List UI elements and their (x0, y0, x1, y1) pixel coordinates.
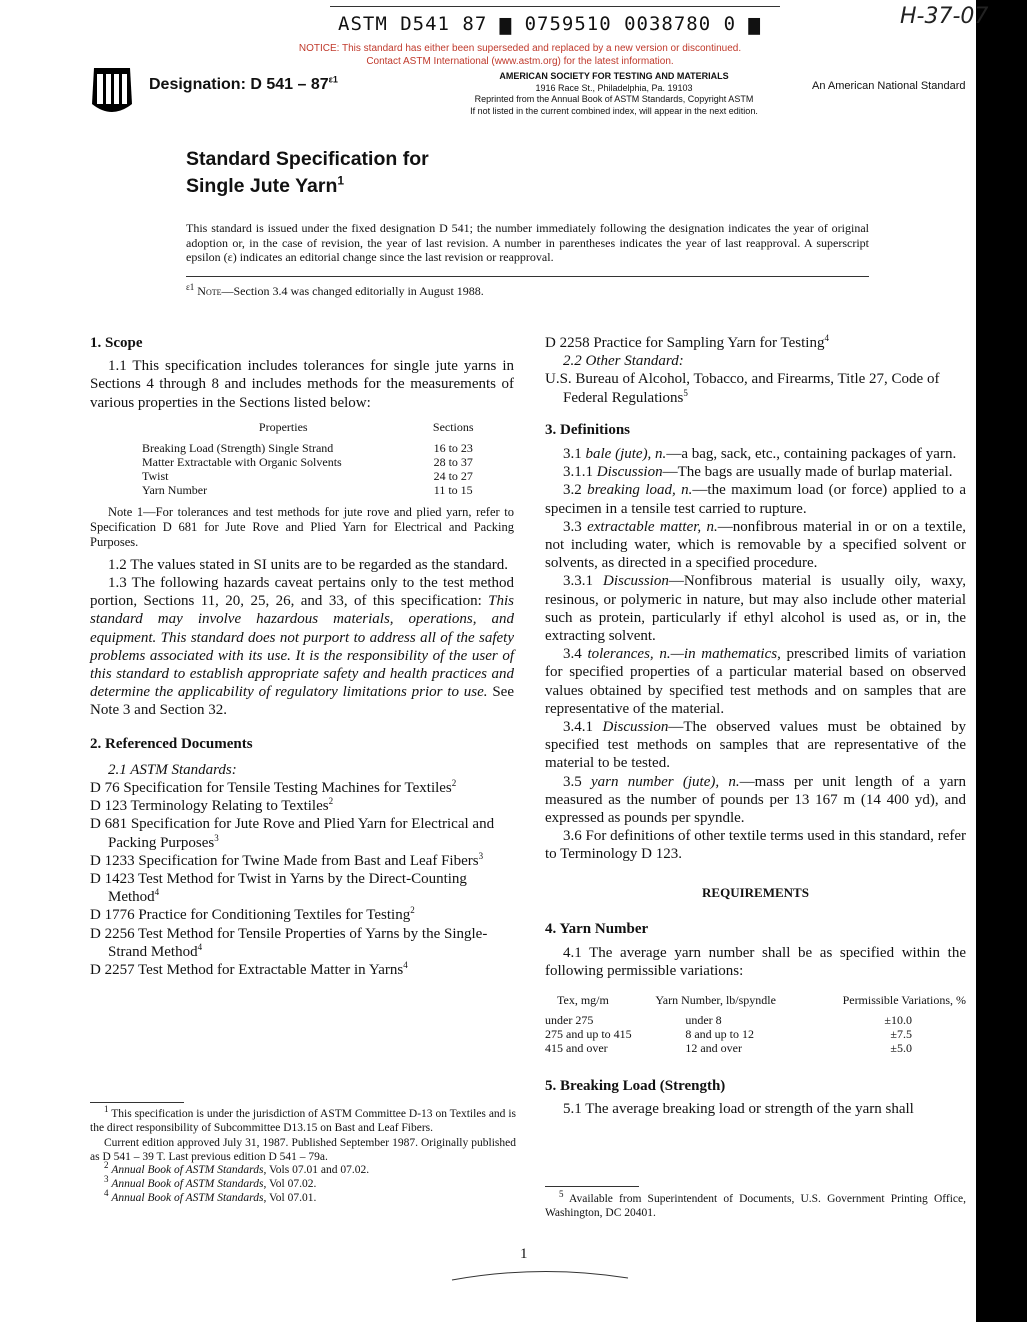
footnote-italic: Annual Book of ASTM Standards (111, 1191, 264, 1204)
scope-heading: 1. Scope (90, 335, 143, 351)
ref-item (90, 961, 514, 979)
scope-1-3-end: See Note 3 and Section 32. (90, 684, 514, 719)
astm-logo-icon (88, 64, 136, 118)
ref-text: D 2257 Test Method for Extractable Matter in Yarns (90, 962, 404, 979)
definition-3-1 (545, 445, 966, 463)
definition-3-2 (545, 481, 966, 517)
ref-sup: 2 (328, 796, 334, 807)
def-term: Discussion (603, 573, 669, 590)
property-cell: Twist (142, 468, 169, 483)
other-standard-label: 2.2 Other Standard: (563, 353, 684, 370)
footnote-text: This specification is under the jurisdiction of ASTM Committee D-13 on Textiles and is the direct responsibility of Subcommittee D13.15 on Bast and Leaf Fibers. (90, 1108, 517, 1134)
left-footnotes (90, 1104, 517, 1205)
scope-1-3 (90, 574, 514, 720)
def-term: Discussion (596, 464, 663, 481)
right-column (545, 334, 966, 1118)
scope-1-2: 1.2 The values stated in SI units are to be regarded as the standard. (108, 556, 509, 573)
ref-item (90, 852, 514, 870)
ref-item (90, 906, 514, 924)
table-row (142, 455, 482, 469)
footnote-text: , Vols 07.01 and 07.02. (263, 1164, 370, 1177)
footnote-1 (90, 1104, 517, 1135)
ref-item (90, 870, 514, 906)
ref-item (90, 815, 514, 851)
requirement-5-1: 5.1 The average breaking load or strength of the yarn shall (563, 1100, 914, 1117)
society-line-3: Reprinted from the Annual Book of ASTM Standards, Copyright ASTM (474, 94, 754, 104)
footnote-sup: 1 (104, 1104, 109, 1115)
society-block (424, 71, 804, 117)
designation-sup: ε1 (328, 74, 338, 85)
left-column (90, 334, 514, 979)
ref-item (90, 925, 514, 961)
footnote-text: , Vol 07.01. (263, 1191, 317, 1204)
sections-cell: 28 to 37 (433, 454, 473, 469)
editorial-note-text: —Section 3.4 was changed editorially in August 1988. (221, 284, 484, 298)
editorial-note (186, 284, 484, 299)
definition-3-5 (545, 773, 966, 828)
table-row (545, 1027, 966, 1041)
scan-line: ASTM D541 87 ▆ 0759510 0038780 0 ▆ (338, 13, 761, 35)
ref-sup: 4 (403, 960, 408, 971)
page-number: 1 (520, 1246, 528, 1262)
sections-cell: 16 to 23 (433, 440, 473, 455)
document-title (186, 146, 429, 200)
breaking-load-heading: 5. Breaking Load (Strength) (545, 1077, 726, 1094)
ref-sup: 3 (478, 850, 484, 861)
properties-header: Properties (258, 419, 308, 434)
yarn-cell: under 8 (685, 1012, 722, 1027)
title-sup: 1 (337, 173, 345, 188)
tex-cell: under 275 (545, 1012, 594, 1027)
yarn-cell: 8 and up to 12 (685, 1026, 754, 1041)
definition-3-4-1 (545, 718, 966, 773)
definition-3-4 (545, 645, 966, 718)
requirement-4-1: 4.1 The average yarn number shall be as specified within the following permissible variations: (545, 945, 966, 980)
editorial-note-sup: ε1 (186, 282, 195, 292)
ref-text: D 123 Terminology Relating to Textiles (90, 798, 329, 815)
yarn-number-header: Yarn Number, lb/spyndle (655, 992, 776, 1007)
def-term: tolerances, n.—in mathematics (587, 646, 778, 663)
yarn-cell: 12 and over (685, 1040, 742, 1055)
properties-table (142, 420, 482, 497)
def-num: 3.5 (563, 773, 592, 790)
sections-header: Sections (432, 419, 474, 434)
handwritten-ref: H-37-07 (900, 4, 989, 29)
def-text: —The bags are usually made of burlap material. (662, 464, 953, 481)
ref-sup: 2 (451, 778, 457, 789)
def-num: 3.1.1 (563, 464, 597, 481)
society-line-4: If not listed in the current combined index, will appear in the next edition. (470, 105, 758, 116)
definition-3-1-1 (545, 463, 966, 481)
definitions-heading: 3. Definitions (545, 421, 631, 438)
pct-cell: ±7.5 (890, 1026, 912, 1041)
safety-caveat: This standard may involve hazardous materials, operations, and equipment. This standard does not purport to address all of the safety problems associated with its use. It is the responsibility of the user of this standard to establish appropriate safety and health practices and determine the applicability of regulatory limitations prior to use. (90, 593, 514, 701)
footnote-sup: 3 (104, 1174, 109, 1185)
variations-table-header (545, 993, 966, 1013)
yarn-number-heading: 4. Yarn Number (545, 920, 649, 937)
def-term: yarn number (jute), n. (591, 773, 740, 790)
property-cell: Breaking Load (Strength) Single Strand (142, 440, 334, 455)
table-row (545, 1013, 966, 1027)
table-row (545, 1041, 966, 1055)
footnote-5 (545, 1189, 966, 1220)
ref-text: D 2256 Test Method for Tensile Properties of Yarns by the Single-Strand Method (90, 925, 488, 960)
ref-item (90, 779, 514, 797)
scope-1-3-start: 1.3 The following hazards caveat pertains only to the test method portion, Sections 11, 20, 25, 26, and 33, of this specification: (90, 575, 514, 610)
designation (149, 76, 338, 94)
footnote-text: Available from Superintendent of Documents, U.S. Government Printing Office, Washington, DC 20401. (545, 1193, 966, 1219)
footnote-2 (90, 1160, 516, 1178)
ref-text: D 681 Specification for Jute Rove and Plied Yarn for Electrical and Packing Purposes (90, 816, 495, 851)
ref-sup: 4 (197, 941, 203, 952)
scan-curve (450, 1268, 630, 1282)
designation-text: Designation: D 541 – 87 (149, 76, 329, 93)
note-1: Note 1—For tolerances and test methods for jute rove and plied yarn, refer to Specification D 681 for Jute Rove and Plied Yarn for Electrical and Packing Purposes. (90, 504, 514, 549)
ref-text: D 2258 Practice for Sampling Yarn for Testing (545, 335, 825, 351)
def-term: Discussion (602, 719, 669, 736)
footnote-italic: Annual Book of ASTM Standards (111, 1164, 264, 1177)
right-footnotes (545, 1189, 966, 1220)
table-row (142, 441, 482, 455)
sections-cell: 24 to 27 (433, 468, 473, 483)
ref-sup: 4 (824, 333, 829, 343)
national-standard: An American National Standard (812, 80, 966, 92)
property-cell: Yarn Number (142, 482, 208, 497)
notice-line-2: Contact ASTM International (www.astm.org) for the latest information. (366, 56, 674, 67)
def-text: —nonfibrous material in or on a textile, not including water, which is removable by a specified solvent or solvents, as directed in a specified procedure. (545, 518, 966, 572)
pct-cell: ±5.0 (890, 1040, 912, 1055)
def-term: extractable matter, n. (587, 518, 718, 535)
definition-3-3-1 (545, 572, 966, 645)
variations-table (545, 993, 966, 1055)
footnote-text: , Vol 07.02. (263, 1177, 317, 1190)
footnote-sup: 5 (559, 1189, 564, 1200)
preamble: This standard is issued under the fixed designation D 541; the number immediately following the designation indicates the year of original adoption or, in the case of revision, the year of last revision. A number in parentheses indicates the year of last reapproval. A superscript epsilon (ε) indicates an editorial change since the last revision or reapproval. (186, 221, 869, 264)
ref-text: U.S. Bureau of Alcohol, Tobacco, and Firearms, Title 27, Code of Federal Regulations (545, 371, 940, 406)
ref-text: D 76 Specification for Tensile Testing Machines for Textiles (90, 780, 452, 797)
def-text: —a bag, sack, etc., containing packages of yarn. (666, 446, 957, 463)
title-line-2: Single Jute Yarn (186, 175, 338, 197)
astm-standards-label: 2.1 ASTM Standards: (108, 761, 237, 778)
def-num: 3.1 (563, 446, 586, 463)
property-cell: Matter Extractable with Organic Solvents (142, 454, 342, 469)
footnote-3 (90, 1174, 516, 1192)
footnote-sup: 2 (104, 1160, 109, 1171)
def-text: —mass per unit length of a yarn measured as the number of pounds per 13 167 m (14 400 yd), and expressed as pounds per spyndle. (545, 773, 966, 827)
notice (260, 42, 780, 68)
def-num: 3.3.1 (563, 573, 603, 590)
other-standard-item (545, 370, 966, 406)
tex-cell: 415 and over (545, 1040, 608, 1055)
def-text: —The observed values must be obtained by specified test methods on samples that are representative of the material to be tested. (545, 719, 966, 772)
astm-logo (88, 64, 136, 118)
ref-item (545, 334, 966, 352)
ref-text: D 1233 Specification for Twine Made from Bast and Leaf Fibers (90, 852, 479, 869)
footnote-4 (90, 1187, 516, 1206)
notice-line-1: NOTICE: This standard has either been superseded and replaced by a new version or discontinued. (298, 43, 742, 54)
def-num: 3.4 (563, 646, 588, 663)
ref-sup: 4 (154, 887, 160, 898)
footnote-rule (90, 1102, 184, 1103)
footnote-italic: Annual Book of ASTM Standards (111, 1177, 264, 1190)
definition-3-6: 3.6 For definitions of other textile terms used in this standard, refer to Terminology D 123. (545, 828, 966, 863)
footnote-1b: Current edition approved July 31, 1987. Published September 1987. Originally published as D 541 – 39 T. Last previous edition D 541 – 79a. (90, 1137, 516, 1163)
scope-1-1: 1.1 This specification includes tolerances for single jute yarns in Sections 4 through 8 and includes methods for the measurements of various properties in the Sections listed below: (90, 358, 514, 411)
editorial-note-label: Note (197, 284, 222, 298)
society-line-2: 1916 Race St., Philadelphia, Pa. 19103 (535, 82, 693, 93)
footnote-rule (545, 1186, 639, 1187)
tex-header: Tex, mg/m (557, 992, 609, 1007)
scan-top-rule (330, 6, 780, 7)
refs-heading: 2. Referenced Documents (90, 735, 253, 752)
tex-cell: 275 and up to 415 (545, 1026, 632, 1041)
def-text: , prescribed limits of variation for specified properties of a particular material based on observed values obtained by specified test methods and on samples that are representative of the material. (545, 646, 967, 717)
requirements-heading: REQUIREMENTS (702, 884, 809, 900)
ref-sup: 2 (410, 905, 415, 916)
ref-item (90, 797, 514, 815)
def-text: —the maximum load (or force) applied to a specimen in a tensile test carried to rupture. (545, 482, 966, 517)
properties-table-header (142, 420, 482, 441)
def-num: 3.4.1 (563, 719, 603, 736)
title-line-1: Standard Specification for (186, 148, 429, 170)
table-row (142, 469, 482, 483)
def-num: 3.2 (563, 482, 588, 499)
pct-cell: ±10.0 (884, 1012, 912, 1027)
def-num: 3.3 (563, 518, 588, 535)
ref-sup: 5 (683, 387, 688, 398)
ref-text: D 1776 Practice for Conditioning Textiles for Testing (90, 907, 411, 924)
ref-sup: 3 (214, 832, 219, 843)
society-line-1: AMERICAN SOCIETY FOR TESTING AND MATERIALS (499, 71, 729, 81)
variation-header: Permissible Variations, % (842, 992, 966, 1007)
table-row (142, 483, 482, 497)
definition-3-3 (545, 518, 966, 573)
def-term: breaking load, n. (587, 482, 693, 499)
def-term: bale (jute), n. (585, 446, 667, 463)
ref-text: D 1423 Test Method for Twist in Yarns by the Direct-Counting Method (90, 871, 467, 906)
preamble-rule (186, 276, 869, 277)
def-text: —Nonfibrous material is usually oily, waxy, resinous, or polymeric in nature, but may also include other material such as protein, particularly if ethyl alcohol is used as, or in, the extracting solvent. (545, 573, 966, 645)
sections-cell: 11 to 15 (433, 482, 473, 497)
footnote-sup: 4 (104, 1187, 109, 1198)
